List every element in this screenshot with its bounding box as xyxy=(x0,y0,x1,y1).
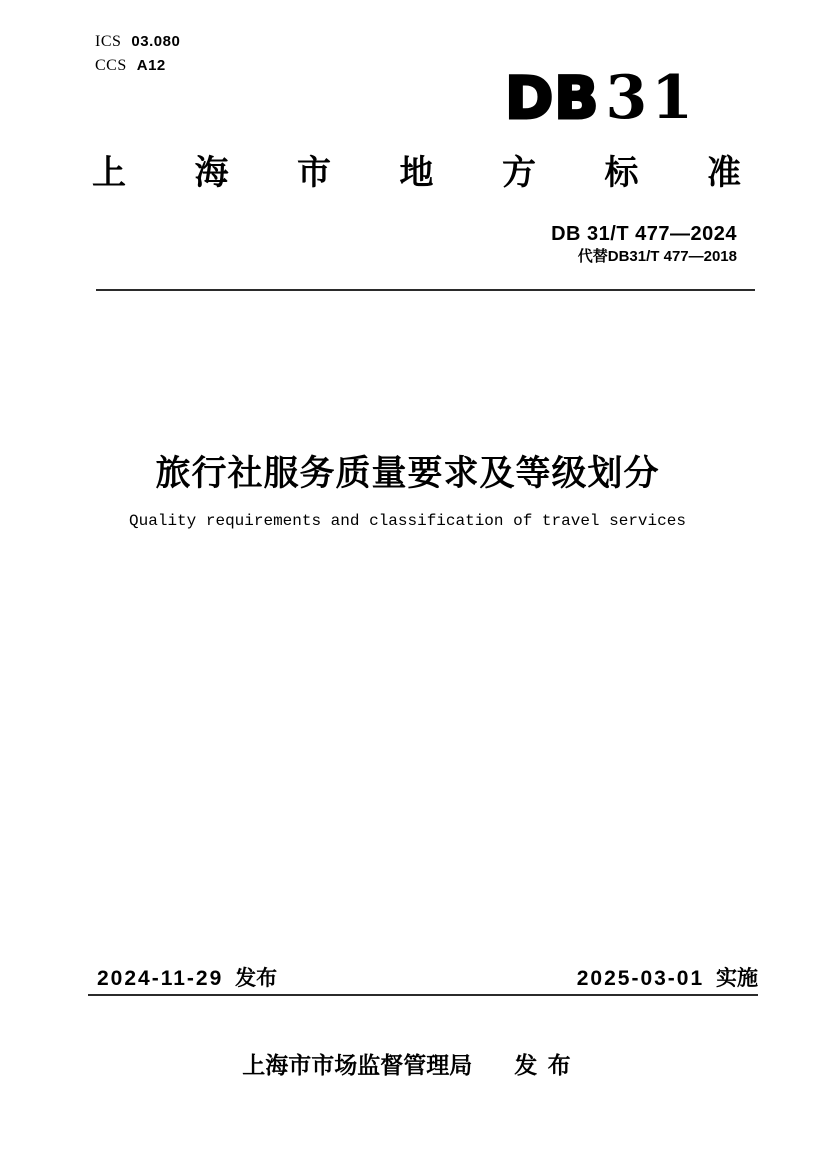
ics-row xyxy=(95,30,180,54)
standard-name-char: 准 xyxy=(707,154,741,192)
standard-number: DB 31/T 477—2024 xyxy=(551,223,737,245)
implement-date: 2025-03-01 xyxy=(576,967,705,990)
standard-name-char: 上 xyxy=(92,154,126,192)
ics-label: ICS xyxy=(95,33,122,50)
standard-name-headline xyxy=(92,153,741,194)
issue-date: 2024-11-29 xyxy=(97,967,224,990)
issue-date-group xyxy=(97,966,277,991)
document-title-english: Quality requirements and classification of travel services xyxy=(129,512,686,530)
db31-logo-prefix: DB xyxy=(505,64,600,132)
implement-date-group xyxy=(577,966,758,991)
ccs-row xyxy=(95,54,180,78)
standard-name-char: 地 xyxy=(399,154,434,192)
ics-value: 03.080 xyxy=(131,33,181,50)
classification-codes xyxy=(95,30,180,78)
standard-name-char: 标 xyxy=(604,154,639,192)
document-title-chinese: 旅行社服务质量要求及等级划分 xyxy=(155,454,660,493)
standard-number-block xyxy=(551,221,737,267)
db31-logo xyxy=(505,63,697,133)
issue-label: 发布 xyxy=(235,967,278,990)
footer-rule xyxy=(88,994,758,996)
publisher-row xyxy=(0,1047,815,1080)
header-rule xyxy=(96,289,755,291)
standard-name-char: 市 xyxy=(297,154,331,192)
publisher-name: 上海市市场监督管理局 xyxy=(242,1052,473,1078)
standard-name-char: 方 xyxy=(502,154,536,192)
publish-label: 发 布 xyxy=(514,1052,573,1078)
db31-logo-region-code: 31 xyxy=(605,63,697,133)
implement-label: 实施 xyxy=(716,967,758,990)
ccs-value: A12 xyxy=(136,57,166,74)
ccs-label: CCS xyxy=(95,57,127,74)
dates-row xyxy=(97,966,758,991)
standard-name-char: 海 xyxy=(194,154,229,192)
replaces-note: 代替DB31/T 477—2018 xyxy=(577,248,737,265)
